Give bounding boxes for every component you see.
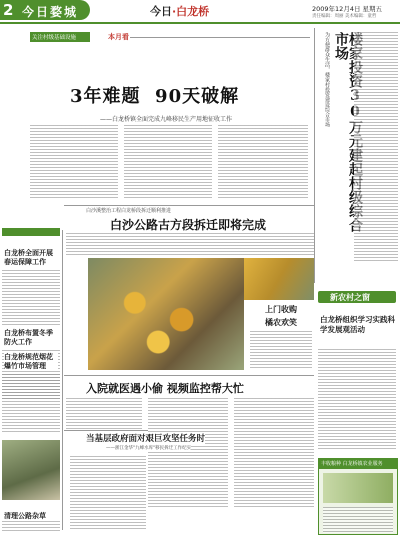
new-village-body <box>318 349 396 449</box>
left-item-3-title: 白龙桥规范烟花爆竹市场管理 <box>4 352 58 370</box>
issue-date <box>312 4 382 13</box>
bottom-story-subhead: ——浙江金华"九峰水库"移民拆迁工作纪实 <box>106 446 192 451</box>
left-item-1-body <box>2 270 60 325</box>
bottom-story-headline: 当基层政府面对艰巨攻坚任务时 <box>86 434 206 444</box>
left-item-3-body <box>2 374 60 434</box>
top-story-tag-text: 关注村级基础设施 <box>32 35 77 41</box>
section-accent: ·白龙桥 <box>172 5 210 18</box>
left-bottom-body <box>2 521 60 533</box>
bottom-story <box>70 432 250 532</box>
new-village-label: 新农村之窗 <box>330 292 370 302</box>
top-story-body-col3 <box>218 125 308 200</box>
section-title <box>150 3 209 19</box>
photo-caption-line2: 橘农欢笑 <box>265 317 297 327</box>
ad-box-text <box>323 507 393 533</box>
left-column-divider <box>62 230 63 530</box>
weekday-text: 星期五 <box>362 5 383 13</box>
masthead <box>0 0 400 24</box>
main-photo <box>88 258 244 370</box>
top-story-kicker: 本月看 <box>108 32 129 41</box>
left-item-1-title: 白龙桥全面开展春运保障工作 <box>4 248 53 266</box>
main-photo-2 <box>244 258 314 300</box>
ad-box <box>318 458 398 535</box>
right-story-headline: 市场 <box>333 32 349 60</box>
left-bottom-title: 清理公路杂草 <box>4 511 46 520</box>
top-story-body-col2 <box>124 125 212 200</box>
left-column-header <box>2 228 60 236</box>
left-photo <box>2 440 60 500</box>
top-story-rule <box>130 37 310 38</box>
paper-name: 今日婺城 <box>22 5 79 19</box>
date-text: 2009年12月4日 <box>312 5 361 13</box>
masthead-rule <box>0 22 400 24</box>
left-item-2-title: 白龙桥布置冬季防火工作 <box>4 328 53 346</box>
new-village-box <box>318 287 398 452</box>
photo-caption-text <box>250 331 312 369</box>
left-column <box>2 228 60 533</box>
photo-caption <box>250 304 312 369</box>
top-story-body-col1 <box>30 125 118 200</box>
main-story-top-rule <box>64 205 314 206</box>
right-column-divider <box>314 28 315 283</box>
section-label: 今日 <box>150 5 172 18</box>
right-story <box>318 28 400 283</box>
right-story-intro: 为方便群众生活，楼家村投资建设综合市场 <box>324 32 330 127</box>
ad-box-image <box>323 473 393 503</box>
edition-info: 责任编辑：周丽 美术编辑：童哲 <box>312 14 377 19</box>
mid-story-body-col1 <box>66 398 142 430</box>
right-story-body <box>354 32 398 262</box>
main-story-kicker: 白沙溪整治工程白龙桥段拆迁顺利推进 <box>86 208 172 214</box>
page-number: 2 <box>3 1 14 19</box>
top-story-subhead: ——白龙桥镇全面完成九峰移民生产用地征收工作 <box>100 116 233 123</box>
top-story-headline: 3年难题 90天破解 <box>70 86 240 107</box>
top-story <box>30 30 310 205</box>
mid-story-top-rule <box>64 375 314 376</box>
ad-box-title: 丰收粮种 白龙桥镇农业服务 <box>321 461 383 467</box>
mid-story-headline: 入院就医遇小偷 视频监控帮大忙 <box>86 382 244 395</box>
main-story-headline: 白沙公路古方段拆迁即将完成 <box>110 218 267 232</box>
photo-caption-line1: 上门收购 <box>265 304 297 314</box>
main-story-body <box>66 233 314 257</box>
bottom-story-body <box>70 456 146 530</box>
bottom-story-top-rule <box>64 430 148 431</box>
main-story <box>66 207 314 257</box>
new-village-headline: 白龙桥组织学习实践科学发展观活动 <box>320 315 395 334</box>
